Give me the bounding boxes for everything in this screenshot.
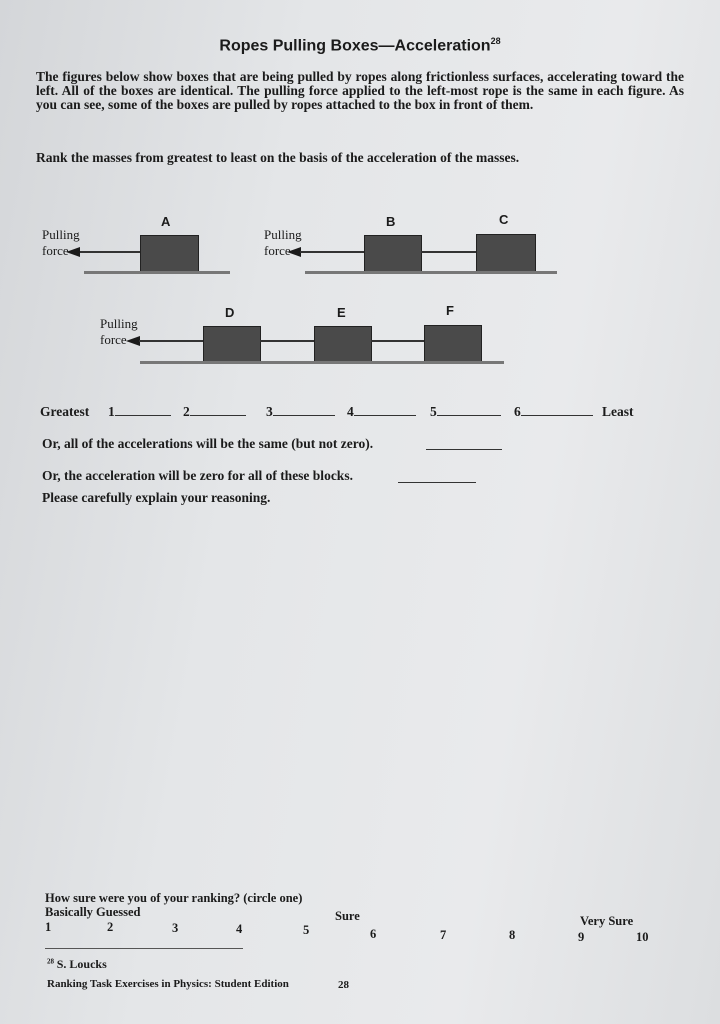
alt-same-text: Or, all of the accelerations will be the same (but not zero). xyxy=(42,436,374,451)
scale-option-3[interactable]: 3 xyxy=(172,921,179,935)
label-e: E xyxy=(337,305,346,320)
pull-arrow-icon xyxy=(126,336,140,346)
scale-option-5[interactable]: 5 xyxy=(303,923,310,937)
rank-slot-4[interactable]: 4 xyxy=(347,404,416,420)
pull-arrow-icon xyxy=(287,247,301,257)
box-b xyxy=(364,235,422,272)
pulling-force-label: Pulling force xyxy=(264,227,302,258)
footnote-marker: 28 xyxy=(47,957,54,966)
pulling-force-label: Pulling force xyxy=(100,316,138,347)
label-a: A xyxy=(161,214,171,229)
footnote-source: Ranking Task Exercises in Physics: Student Edition xyxy=(47,978,289,990)
rank-slot-2[interactable]: 2 xyxy=(183,404,246,420)
reasoning-answer-area[interactable] xyxy=(42,515,682,885)
rank-slot-1[interactable]: 1 xyxy=(108,404,171,420)
scale-option-6[interactable]: 6 xyxy=(370,927,377,941)
rank-slot-5[interactable]: 5 xyxy=(430,404,501,420)
rank-greatest-label: Greatest xyxy=(40,404,90,419)
box-c xyxy=(476,234,536,272)
rope xyxy=(260,340,314,342)
scale-option-10[interactable]: 10 xyxy=(636,930,649,944)
very-sure-label: Very Sure xyxy=(580,914,634,928)
rope xyxy=(421,251,476,253)
explain-prompt: Please carefully explain your reasoning. xyxy=(42,490,271,505)
box-f xyxy=(424,325,482,362)
intro-paragraph: The figures below show boxes that are being pulled by ropes along frictionless surfaces, accelerating toward the left. All of the boxes are identical. The pulling force applied to the left-most rope is the same in each figure. As you can see, some of the boxes are pulled by ropes attached to the box in front of them. xyxy=(36,69,684,112)
label-d: D xyxy=(225,305,235,320)
alt-zero-text: Or, the acceleration will be zero for all of these blocks. xyxy=(42,468,353,483)
page-number: 28 xyxy=(338,979,349,991)
rope xyxy=(371,340,424,342)
scale-option-1[interactable]: 1 xyxy=(45,920,52,934)
rope xyxy=(300,251,364,253)
rank-least-label: Least xyxy=(602,404,634,419)
confidence-question: How sure were you of your ranking? (circle one) xyxy=(45,891,303,905)
rope xyxy=(139,340,203,342)
rope xyxy=(80,251,140,253)
title-footnote-marker: 28 xyxy=(490,36,501,46)
box-a xyxy=(140,235,199,272)
ground-surface xyxy=(305,271,557,274)
rank-slot-3[interactable]: 3 xyxy=(266,404,335,420)
box-d xyxy=(203,326,261,362)
sure-label: Sure xyxy=(335,909,360,923)
instruction-text: Rank the masses from greatest to least on the basis of the acceleration of the masses. xyxy=(36,150,520,165)
pulling-force-label: Pulling force xyxy=(42,227,80,258)
page-title: Ropes Pulling Boxes—Acceleration$^{28}$ xyxy=(219,36,501,55)
scale-option-7[interactable]: 7 xyxy=(440,928,447,942)
scale-option-8[interactable]: 8 xyxy=(509,928,516,942)
footnote-divider xyxy=(45,948,243,949)
basically-guessed-label: Basically Guessed xyxy=(45,905,141,919)
pull-arrow-icon xyxy=(66,247,80,257)
footnote-author-line: $^{28}$ S. Loucks xyxy=(47,957,107,971)
rank-slot-6[interactable]: 6 xyxy=(514,404,593,420)
ground-surface xyxy=(84,271,230,274)
alt-zero-blank[interactable] xyxy=(398,482,476,483)
ground-surface xyxy=(140,361,504,364)
scale-option-2[interactable]: 2 xyxy=(107,920,114,934)
label-f: F xyxy=(446,303,454,318)
label-b: B xyxy=(386,214,396,229)
label-c: C xyxy=(499,212,509,227)
scale-option-9[interactable]: 9 xyxy=(578,930,585,944)
scale-option-4[interactable]: 4 xyxy=(236,922,243,936)
box-e xyxy=(314,326,372,362)
alt-same-blank[interactable] xyxy=(426,449,502,450)
